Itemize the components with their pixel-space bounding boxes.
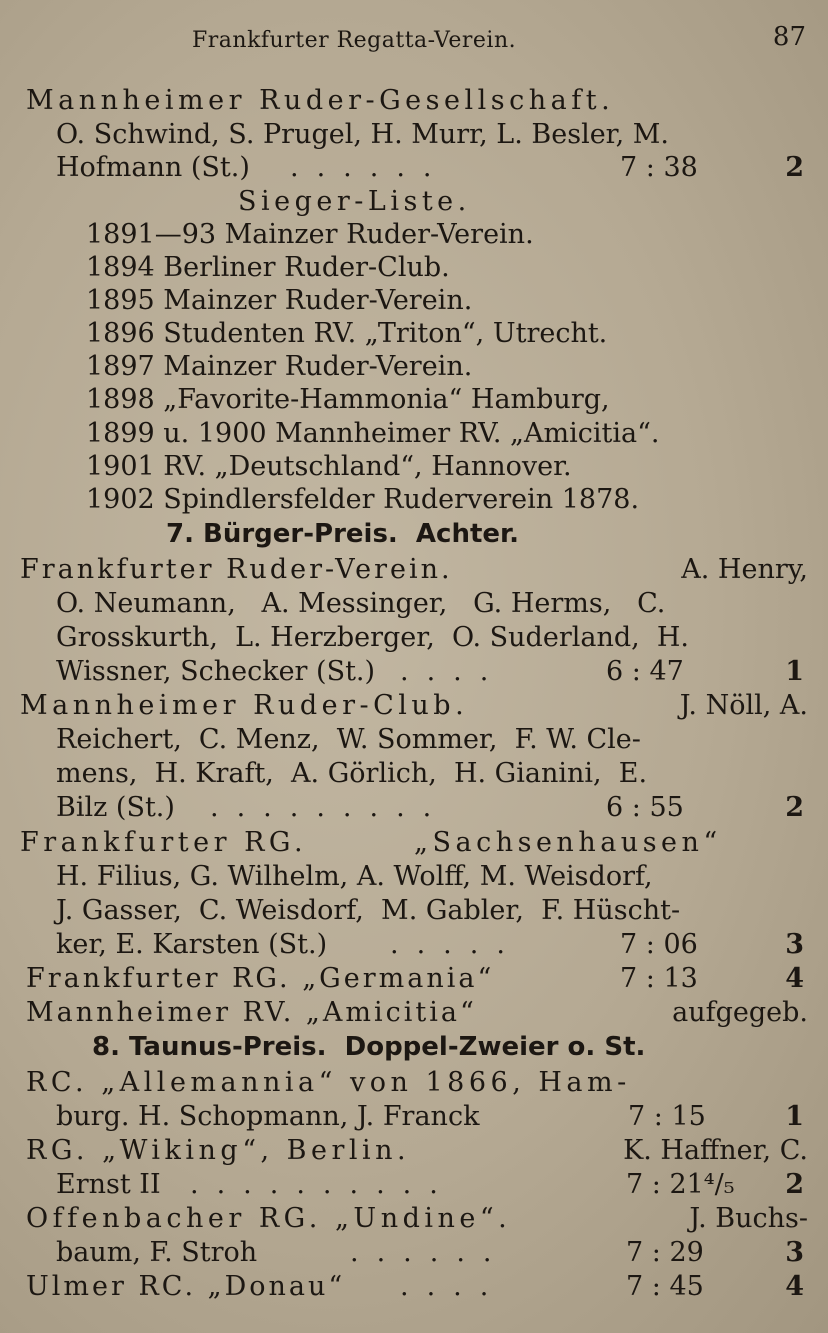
winner-line xyxy=(0,417,828,451)
crew-names: H. Filius, G. Wilhelm, A. Wolff, M. Weisdorf, xyxy=(56,861,653,892)
text-line xyxy=(0,1066,828,1100)
leader-dots: .... xyxy=(400,1271,507,1302)
text-line xyxy=(0,689,828,723)
winner-line xyxy=(0,483,828,517)
result-line xyxy=(0,1168,828,1202)
finish-time: 7 : 06 xyxy=(620,929,698,960)
leader-dots: ...... xyxy=(350,1237,510,1268)
text-line xyxy=(0,587,828,621)
winner-entry: 1898 „Favorite-Hammonia“ Hamburg, xyxy=(86,384,610,415)
club-name: Frankfurter Ruder-Verein. xyxy=(20,554,453,585)
winner-entry: 1897 Mainzer Ruder-Verein. xyxy=(86,351,473,382)
race-title: 8. Taunus-Preis. Doppel-Zweier o. St. xyxy=(92,1032,646,1062)
winner-entry: 1891—93 Mainzer Ruder-Verein. xyxy=(86,219,534,250)
race-heading xyxy=(0,517,828,551)
place-number: 1 xyxy=(785,1101,804,1132)
result-note: aufgegeb. xyxy=(672,997,808,1028)
text-line xyxy=(0,553,828,587)
result-line xyxy=(0,962,828,996)
result-line xyxy=(0,996,828,1030)
crew-names: O. Schwind, S. Prugel, H. Murr, L. Besler, M. xyxy=(56,119,670,150)
leader-dots: .... xyxy=(400,656,507,687)
leader-dots: ......... xyxy=(210,792,450,823)
finish-time: 7 : 21⁴/₅ xyxy=(626,1169,735,1200)
finish-time: 7 : 13 xyxy=(620,963,698,994)
crew-names: A. Henry, xyxy=(681,554,808,585)
place-number: 3 xyxy=(785,929,804,960)
leader-dots: .......... xyxy=(190,1169,456,1200)
winner-entry: 1902 Spindlersfelder Ruderverein 1878. xyxy=(86,484,640,515)
page-header xyxy=(0,22,828,62)
text-line xyxy=(0,621,828,655)
leader-dots: ...... xyxy=(290,152,450,183)
club-name: Offenbacher RG. „Undine“. xyxy=(26,1203,512,1234)
place-number: 1 xyxy=(785,656,804,687)
crew-names: Wissner, Schecker (St.) xyxy=(56,656,376,687)
place-number: 3 xyxy=(785,1237,804,1268)
finish-time: 7 : 15 xyxy=(628,1101,706,1132)
crew-names: Bilz (St.) xyxy=(56,792,175,823)
crew-names: J. Gasser, C. Weisdorf, M. Gabler, F. Hüscht- xyxy=(56,895,681,926)
winner-line xyxy=(0,218,828,252)
club-name: RC. „Allemannia“ von 1866, Ham- xyxy=(26,1067,631,1098)
crew-names: Grosskurth, L. Herzberger, O. Suderland, H. xyxy=(56,622,690,653)
winners-list-heading: Sieger-Liste. xyxy=(238,186,471,217)
crew-names: Reichert, C. Menz, W. Sommer, F. W. Cle- xyxy=(56,724,641,755)
result-line xyxy=(0,928,828,962)
club-name: RG. „Wiking“, Berlin. xyxy=(26,1135,411,1166)
place-number: 2 xyxy=(785,152,804,183)
finish-time: 7 : 45 xyxy=(626,1271,704,1302)
section-heading xyxy=(0,185,828,219)
winner-line xyxy=(0,450,828,484)
text-line xyxy=(0,723,828,757)
finish-time: 7 : 29 xyxy=(626,1237,704,1268)
result-line xyxy=(0,1236,828,1270)
result-line xyxy=(0,1100,828,1134)
crew-names: Hofmann (St.) xyxy=(56,152,250,183)
text-line xyxy=(0,894,828,928)
winner-entry: 1894 Berliner Ruder-Club. xyxy=(86,252,450,283)
crew-names: J. Buchs- xyxy=(689,1203,808,1234)
crew-names: ker, E. Karsten (St.) xyxy=(56,929,328,960)
text-line xyxy=(0,1202,828,1236)
place-number: 4 xyxy=(785,963,804,994)
winner-line xyxy=(0,284,828,318)
finish-time: 7 : 38 xyxy=(620,152,698,183)
race-heading xyxy=(0,1030,828,1064)
crew-names: Ernst II xyxy=(56,1169,161,1200)
winner-entry: 1901 RV. „Deutschland“, Hannover. xyxy=(86,451,572,482)
result-line xyxy=(0,1270,828,1304)
finish-time: 6 : 55 xyxy=(606,792,684,823)
finish-time: 6 : 47 xyxy=(606,656,684,687)
leader-dots: ..... xyxy=(390,929,523,960)
text-line xyxy=(0,84,828,118)
winner-entry: 1899 u. 1900 Mannheimer RV. „Amicitia“. xyxy=(86,418,660,449)
place-number: 4 xyxy=(785,1271,804,1302)
club-name: Mannheimer RV. „Amicitia“ xyxy=(26,997,477,1028)
crew-names: mens, H. Kraft, A. Görlich, H. Gianini, E. xyxy=(56,758,648,789)
club-name: Mannheimer Ruder-Club. xyxy=(20,690,469,721)
crew-names: burg. H. Schopmann, J. Franck xyxy=(56,1101,480,1132)
winner-entry: 1896 Studenten RV. „Triton“, Utrecht. xyxy=(86,318,608,349)
crew-names: J. Nöll, A. xyxy=(679,690,808,721)
winner-entry: 1895 Mainzer Ruder-Verein. xyxy=(86,285,473,316)
text-line xyxy=(0,1134,828,1168)
race-title: 7. Bürger-Preis. Achter. xyxy=(166,519,520,549)
result-line xyxy=(0,655,828,689)
winner-line xyxy=(0,251,828,285)
place-number: 2 xyxy=(785,1169,804,1200)
running-head: Frankfurter Regatta-Verein. xyxy=(192,28,517,53)
page-number: 87 xyxy=(772,22,806,52)
club-name: Ulmer RC. „Donau“ xyxy=(26,1271,346,1302)
text-line xyxy=(0,118,828,152)
club-name: Frankfurter RG. „Germania“ xyxy=(26,963,495,994)
crew-names: baum, F. Stroh xyxy=(56,1237,258,1268)
winner-line xyxy=(0,350,828,384)
result-line xyxy=(0,151,828,185)
club-name: „Sachsenhausen“ xyxy=(414,827,722,858)
crew-names: K. Haffner, C. xyxy=(623,1135,808,1166)
text-line xyxy=(0,757,828,791)
crew-names: O. Neumann, A. Messinger, G. Herms, C. xyxy=(56,588,666,619)
club-name: Mannheimer Ruder-Gesellschaft. xyxy=(26,85,615,116)
club-name: Frankfurter RG. xyxy=(20,827,308,858)
result-line xyxy=(0,791,828,825)
winner-line xyxy=(0,317,828,351)
text-line xyxy=(0,860,828,894)
text-line xyxy=(0,826,828,860)
winner-line xyxy=(0,383,828,417)
place-number: 2 xyxy=(785,792,804,823)
